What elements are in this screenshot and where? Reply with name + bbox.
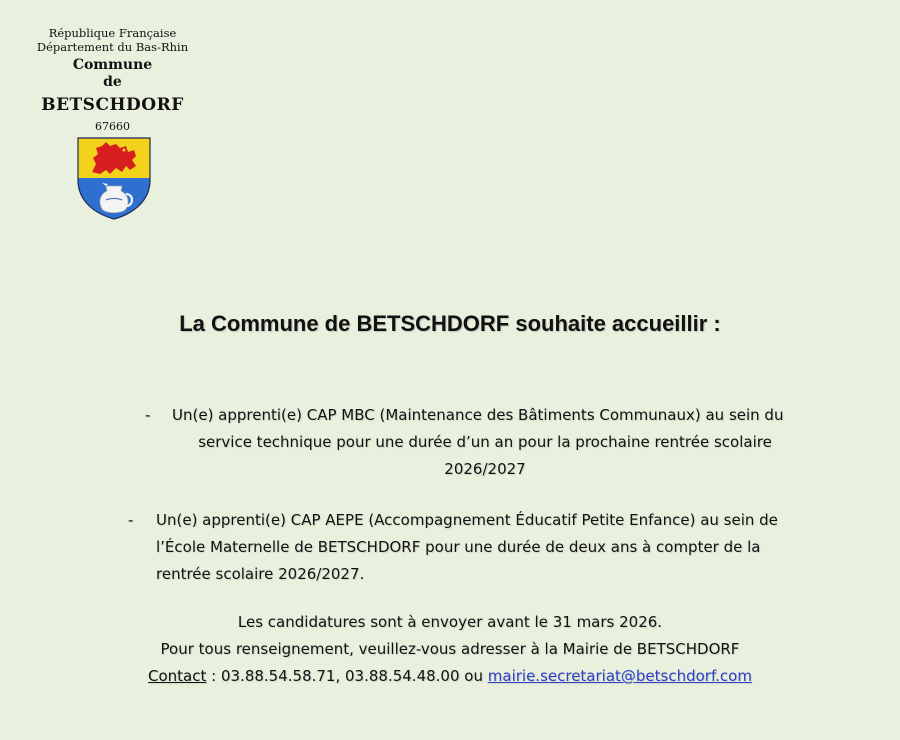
contact-line bbox=[0, 663, 900, 690]
phone-numbers: 03.88.54.58.71, 03.88.54.48.00 bbox=[220, 667, 460, 685]
item-text-line: service technique pour une durée d’un an pour la prochaine rentrée scolaire bbox=[198, 433, 772, 451]
list-bullet: - bbox=[145, 406, 151, 424]
letterhead-department: Département du Bas-Rhin bbox=[36, 40, 189, 54]
contact-label: Contact bbox=[148, 667, 207, 685]
letterhead-town: BETSCHDORF bbox=[41, 95, 184, 115]
info-text: Pour tous renseignement, veuillez-vous adresser à la Mairie de BETSCHDORF bbox=[160, 640, 740, 658]
or-text: ou bbox=[459, 667, 488, 685]
item-text-line: rentrée scolaire 2026/2027. bbox=[156, 565, 365, 583]
letterhead-de: de bbox=[103, 74, 122, 90]
letterhead-commune: Commune bbox=[72, 57, 153, 73]
item-text-line: Un(e) apprenti(e) CAP AEPE (Accompagnement Éducatif Petite Enfance) au sein de bbox=[156, 511, 778, 529]
email-link[interactable]: mairie.secretariat@betschdorf.com bbox=[487, 667, 752, 685]
letterhead-republic: République Française bbox=[48, 26, 177, 40]
item-text-line: l’École Maternelle de BETSCHDORF pour une durée de deux ans à compter de la bbox=[156, 538, 761, 556]
coat-of-arms-icon bbox=[76, 136, 152, 220]
letterhead-postcode: 67660 bbox=[95, 120, 130, 133]
list-bullet: - bbox=[128, 511, 134, 529]
item-text-line: Un(e) apprenti(e) CAP MBC (Maintenance des Bâtiments Communaux) au sein du bbox=[172, 406, 784, 424]
item-text-line: 2026/2027 bbox=[444, 460, 526, 478]
page-title: La Commune de BETSCHDORF souhaite accueillir : bbox=[179, 311, 721, 336]
deadline-text: Les candidatures sont à envoyer avant le 31 mars 2026. bbox=[237, 613, 663, 631]
contact-section bbox=[0, 609, 900, 690]
letterhead bbox=[30, 26, 195, 134]
list-item bbox=[145, 402, 805, 483]
list-item bbox=[128, 507, 808, 588]
contact-separator: : bbox=[206, 667, 221, 685]
